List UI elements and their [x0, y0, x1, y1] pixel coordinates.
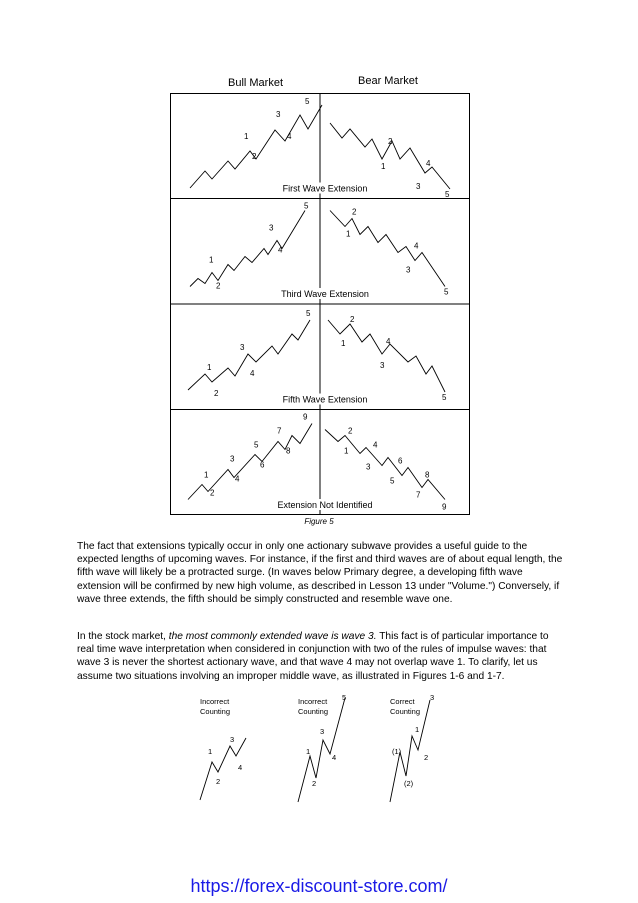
- counting-wave-label: (2): [404, 779, 414, 788]
- bear-wave-label: 3: [380, 361, 385, 370]
- bull-wave-label: 2: [252, 152, 257, 161]
- bear-wave-label: 1: [344, 446, 349, 456]
- counting-diagram-1: [200, 697, 246, 800]
- counting-figure-chart: [190, 690, 450, 810]
- bull-wave-label: 7: [277, 426, 282, 436]
- counting-figure: [190, 690, 450, 810]
- paragraph-wave3: [77, 630, 567, 683]
- counting-wave-label: 1: [208, 747, 213, 756]
- bear-wave-label: 4: [386, 337, 391, 346]
- bull-wave-label: 6: [260, 460, 265, 470]
- bear-wave-line: [330, 211, 445, 287]
- bear-wave-label: 3: [366, 462, 371, 472]
- bear-wave-label: 8: [425, 470, 430, 480]
- bull-wave-line: [190, 105, 322, 188]
- paragraph-wave3-after: This fact is of particular importance to real time wave interpretation when considered in conjunction with two of the rules of impulse waves: that wave 3 is never the shortest actionary wave, and that wave 4 may not overlap wave 1. To clarify, let us assume two situations involving an improper middle wave, as illustrated in Figures 1-6 and 1-7.: [77, 631, 549, 682]
- bear-wave-label: 7: [416, 490, 421, 500]
- counting-wave-label: 3: [320, 727, 325, 736]
- bull-wave-label: 3: [230, 454, 235, 464]
- counting-wave-label: 4: [332, 753, 337, 762]
- paragraph-wave3-before: In the stock market,: [77, 631, 169, 642]
- bull-wave-label: 5: [306, 309, 311, 318]
- bull-wave-label: 1: [204, 470, 209, 480]
- bear-wave-label: 9: [442, 502, 447, 512]
- bear-wave-label: 5: [442, 393, 447, 402]
- bear-wave-label: 2: [348, 426, 353, 436]
- counting-wave-label: 2: [312, 779, 317, 788]
- counting-wave-label: 3: [230, 735, 235, 744]
- bear-wave-label: 1: [341, 339, 346, 348]
- counting-wave-label: 1: [415, 725, 420, 734]
- bull-wave-label: 1: [244, 132, 249, 141]
- figure-5: [170, 93, 470, 515]
- bull-wave-label: 3: [276, 110, 281, 119]
- bull-wave-label: 4: [235, 474, 240, 484]
- figure-caption: Figure 5: [304, 517, 334, 526]
- counting-wave-label: (1): [392, 747, 402, 756]
- bear-market-header: Bear Market: [358, 75, 418, 87]
- counting-title-line2: Counting: [298, 707, 329, 716]
- bull-wave-label: 2: [210, 488, 215, 498]
- counting-diagram-2: [298, 693, 346, 802]
- paragraph-extensions: The fact that extensions typically occur in only one actionary subwave provides a useful guide to the expected lengths of upcoming waves. For instance, if the first and third waves are of about equal length, the fifth wave will likely be a protracted surge. (In waves below Primary degree, a developing fifth wave extension will be confirmed by new high volume, as described in Lesson 13 under "Volume.") Conversely, if wave three extends, the fifth should be simply constructed and resemble wave one.: [77, 541, 563, 605]
- bull-market-header: Bull Market: [228, 77, 284, 89]
- bull-wave-label: 4: [278, 245, 283, 255]
- bear-wave-line: [330, 123, 450, 189]
- bear-wave-label: 6: [398, 456, 403, 466]
- counting-wave-label: 5: [342, 693, 347, 702]
- counting-title-line1: Incorrect: [200, 697, 230, 706]
- bear-wave-label: 4: [373, 440, 378, 450]
- bull-wave-label: 3: [240, 343, 245, 352]
- bull-wave-label: 4: [287, 132, 292, 141]
- bear-wave-label: 5: [445, 190, 450, 199]
- figure-5-chart: [170, 93, 470, 515]
- footer-link[interactable]: https://forex-discount-store.com/: [190, 876, 448, 896]
- bear-wave-line: [328, 320, 445, 392]
- bull-wave-label: 2: [216, 281, 221, 291]
- bull-wave-label: 3: [269, 223, 274, 233]
- bear-wave-label: 1: [346, 229, 351, 239]
- counting-title-line2: Counting: [390, 707, 421, 716]
- counting-wave-label: 3: [430, 693, 435, 702]
- bull-wave-line: [190, 211, 305, 287]
- bull-wave-label: 5: [304, 201, 309, 211]
- bear-wave-line: [325, 430, 445, 500]
- bear-wave-label: 3: [406, 265, 411, 275]
- panel-label: Third Wave Extension: [281, 289, 369, 299]
- counting-title-line1: Incorrect: [298, 697, 328, 706]
- bull-wave-line: [188, 320, 310, 390]
- bull-wave-label: 1: [209, 255, 214, 265]
- bear-wave-label: 1: [381, 162, 386, 171]
- counting-wave-label: 4: [238, 763, 243, 772]
- bull-wave-label: 8: [286, 446, 291, 456]
- bear-wave-label: 2: [352, 207, 357, 217]
- bull-wave-label: 2: [214, 389, 219, 398]
- bear-wave-label: 5: [390, 476, 395, 486]
- bull-wave-label: 5: [254, 440, 259, 450]
- panel-label: First Wave Extension: [282, 183, 368, 194]
- bear-wave-label: 5: [444, 287, 449, 297]
- bull-wave-label: 9: [303, 412, 308, 422]
- bull-wave-line: [188, 424, 312, 500]
- counting-diagram-3: [390, 693, 434, 802]
- panel-label: Fifth Wave Extension: [282, 394, 368, 405]
- bear-wave-label: 4: [414, 241, 419, 251]
- bear-wave-label: 4: [426, 159, 431, 168]
- panel-label: Extension Not Identified: [277, 500, 373, 510]
- bull-wave-label: 5: [305, 97, 310, 106]
- bear-wave-label: 2: [350, 315, 355, 324]
- paragraph-wave3-emphasis: the most commonly extended wave is wave 3.: [168, 631, 377, 642]
- counting-wave-label: 1: [306, 747, 311, 756]
- bear-wave-label: 2: [388, 137, 393, 146]
- counting-wave-label: 2: [424, 753, 429, 762]
- bear-wave-label: 3: [416, 182, 421, 191]
- counting-title-line1: Correct: [390, 697, 415, 706]
- counting-title-line2: Counting: [200, 707, 231, 716]
- bull-wave-label: 4: [250, 369, 255, 378]
- counting-wave-label: 2: [216, 777, 221, 786]
- bull-wave-label: 1: [207, 363, 212, 372]
